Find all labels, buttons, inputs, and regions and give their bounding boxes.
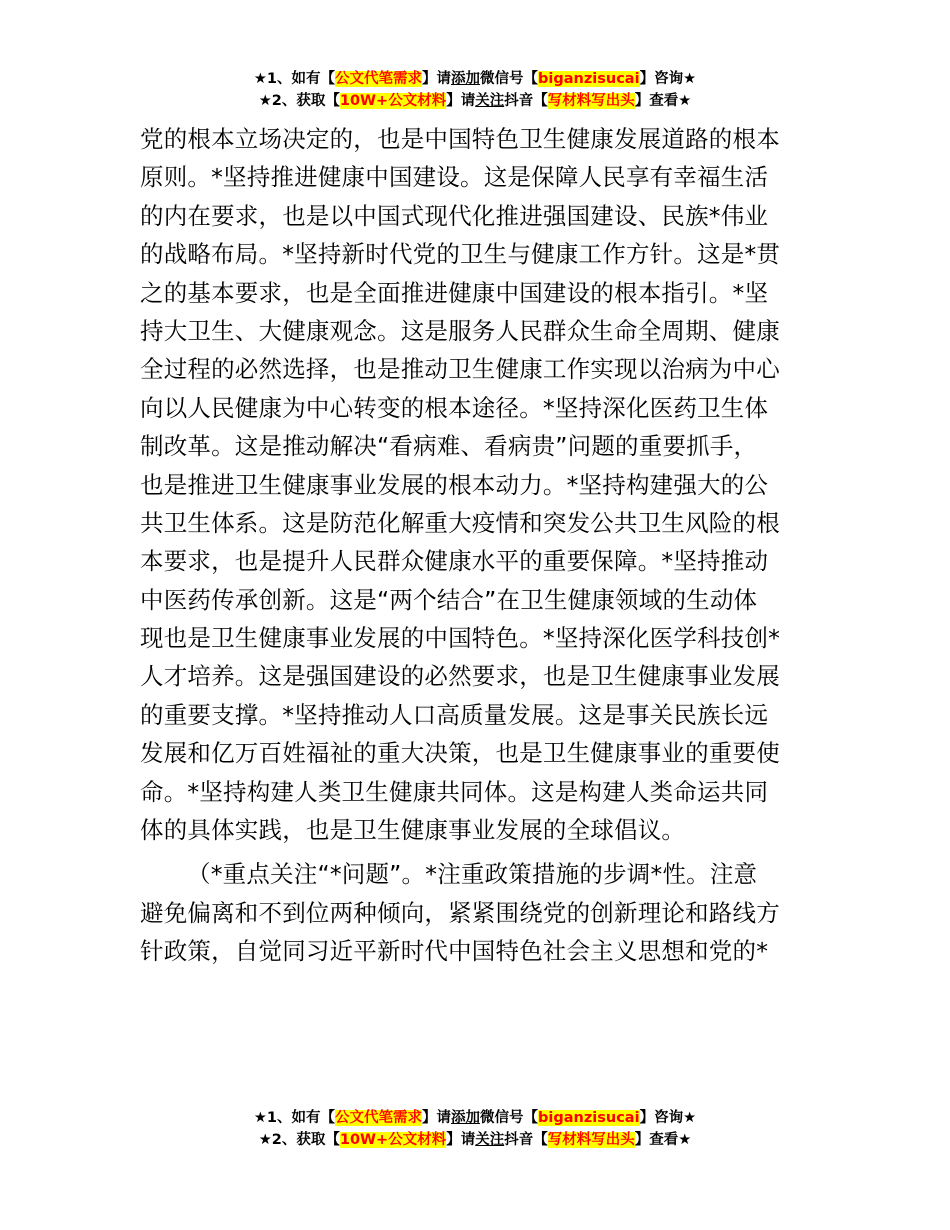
banner-line-2 [0,90,950,112]
banner-text: 微信号【 [480,71,539,87]
banner-highlight: 公文代笔需求 [335,1110,423,1126]
document-body [140,120,820,971]
footer-banner [0,1107,950,1151]
text-line: 人才培养。这是强国建设的必然要求，也是卫生健康事业发展 [140,662,780,691]
text-line: 体的具体实践，也是卫生健康事业发展的全球倡议。 [140,816,686,845]
text-line: 针政策，自觉同习近平新时代中国特色社会主义思想和党的* [140,937,769,966]
banner-text: 微信号【 [480,1110,539,1126]
text-line: 制改革。这是推动解决“看病难、看病贵”问题的重要抓手， [140,432,758,461]
banner-line-1 [0,1107,950,1129]
header-banner [0,68,950,112]
banner-text: 】请 [446,93,476,109]
banner-highlight: biganzisucai [538,71,640,87]
banner-line-2 [0,1129,950,1151]
banner-text: 】咨询★ [639,1110,697,1126]
banner-text: ★2、获取【 [258,1132,340,1148]
banner-text: 】请 [446,1132,476,1148]
paragraph-1 [140,120,820,849]
banner-text: 】咨询★ [639,71,697,87]
text-line: 持大卫生、大健康观念。这是服务人民群众生命全周期、健康 [140,316,780,345]
text-line: 也是推进卫生健康事业发展的根本动力。*坚持构建强大的公 [140,470,769,499]
text-line: 的重要支撑。*坚持推动人口高质量发展。这是事关民族长远 [140,700,769,729]
text-line: 之的基本要求，也是全面推进健康中国建设的根本指引。*坚 [140,278,769,307]
banner-emphasis: 添加 [451,71,481,87]
banner-highlight: biganzisucai [538,1110,640,1126]
text-line: 避免偏离和不到位两种倾向，紧紧围绕党的创新理论和路线方 [140,898,780,927]
banner-text: 抖音【 [504,93,548,109]
text-line: 党的根本立场决定的，也是中国特色卫生健康发展道路的根本 [140,125,780,153]
banner-text: 】查看★ [634,1132,692,1148]
banner-text: ★1、如有【 [253,71,336,87]
text-line: 命。*坚持构建人类卫生健康共同体。这是构建人类命运共同 [140,777,769,806]
banner-text: 】请 [422,71,452,87]
banner-text: ★1、如有【 [253,1110,336,1126]
banner-highlight: 10W+公文材料 [339,1132,447,1148]
text-line: 共卫生体系。这是防范化解重大疫情和突发公共卫生风险的根 [140,508,780,537]
banner-highlight: 10W+公文材料 [339,93,447,109]
text-line: 中医药传承创新。这是“两个结合”在卫生健康领域的生动体 [140,585,758,614]
banner-highlight: 写材料写出头 [547,93,635,109]
text-line: 向以人民健康为中心转变的根本途径。*坚持深化医药卫生体 [140,393,769,422]
text-line: 发展和亿万百姓福祉的重大决策，也是卫生健康事业的重要使 [140,739,780,768]
text-line: 全过程的必然选择，也是推动卫生健康工作实现以治病为中心 [140,355,780,384]
banner-highlight: 写材料写出头 [547,1132,635,1148]
banner-text: 抖音【 [504,1132,548,1148]
banner-emphasis: 关注 [475,1132,505,1148]
banner-text: 】查看★ [634,93,692,109]
banner-text: ★2、获取【 [258,93,340,109]
paragraph-2 [140,855,820,970]
banner-line-1 [0,68,950,90]
text-line: 的战略布局。*坚持新时代党的卫生与健康工作方针。这是*贯 [140,240,781,269]
text-line: 本要求，也是提升人民群众健康水平的重要保障。*坚持推动 [140,547,769,576]
text-line: 的内在要求，也是以中国式现代化推进强国建设、民族*伟业 [140,201,769,230]
banner-highlight: 公文代笔需求 [335,71,423,87]
text-line: （*重点关注“*问题”。*注重政策措施的步调*性。注意 [187,860,758,889]
banner-emphasis: 关注 [475,93,505,109]
banner-emphasis: 添加 [451,1110,481,1126]
text-line: 现也是卫生健康事业发展的中国特色。*坚持深化医学科技创* [140,624,781,653]
banner-text: 】请 [422,1110,452,1126]
text-line: 原则。*坚持推进健康中国建设。这是保障人民享有幸福生活 [140,163,769,192]
